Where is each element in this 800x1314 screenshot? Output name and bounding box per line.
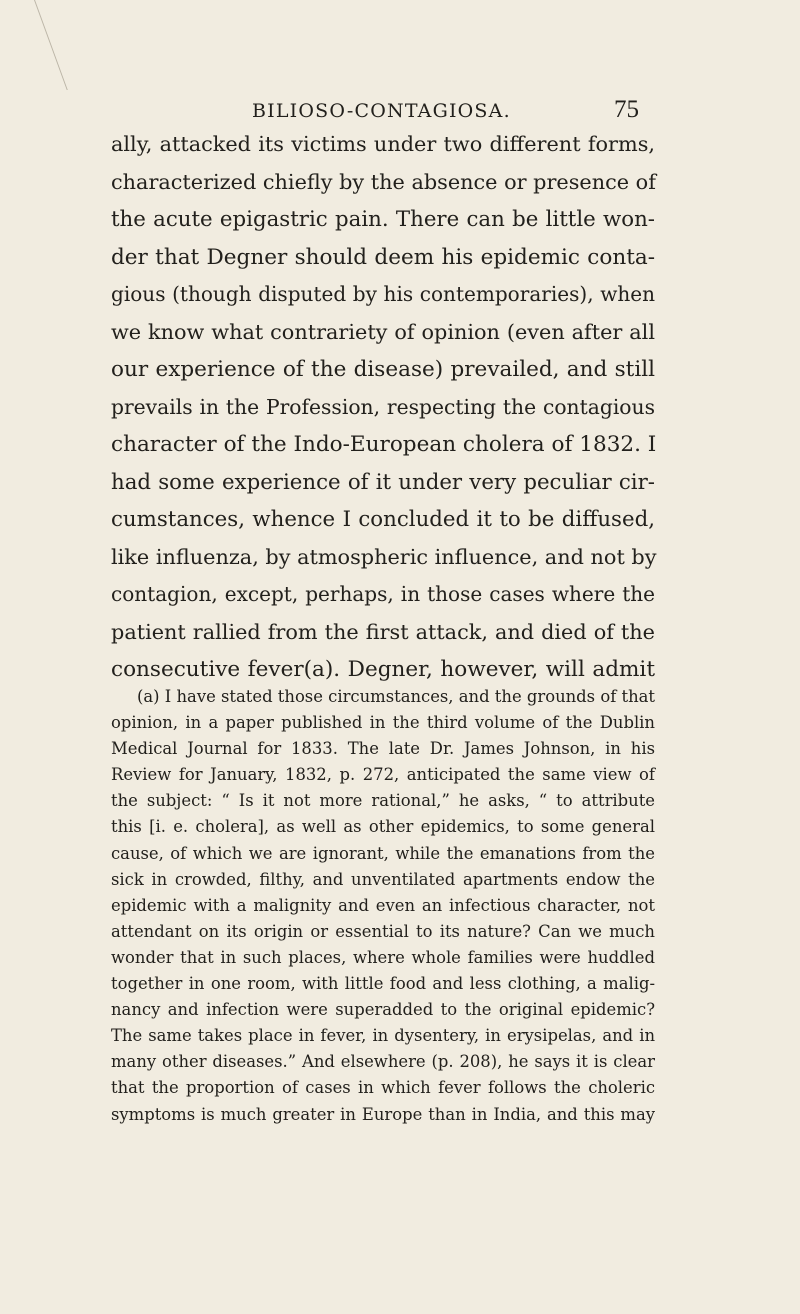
page-edge: [0, 0, 68, 90]
footnote-line: Medical Journal for 1833. The late Dr. James Johnson, in his: [111, 739, 655, 759]
body-line: cumstances, whence I concluded it to be diffused,: [111, 507, 655, 532]
running-title: BILIOSO-CONTAGIOSA.: [252, 100, 511, 122]
body-line: gious (though disputed by his contemporaries), when: [111, 282, 655, 306]
footnote-line: epidemic with a malignity and even an infectious character, not: [111, 895, 655, 915]
footnote-line: sick in crowded, filthy, and unventilated apartments endow the: [111, 869, 655, 889]
footnote-line: together in one room, with little food and less clothing, a malig-: [111, 974, 655, 994]
footnote-line: this [i. e. cholera], as well as other epidemics, to some general: [111, 817, 655, 837]
page-number: 75: [614, 96, 639, 123]
footnote-line: Review for January, 1832, p. 272, anticipated the same view of: [111, 765, 655, 785]
footnote-line: The same takes place in fever, in dysentery, in erysipelas, and in: [111, 1026, 655, 1046]
body-line: like influenza, by atmospheric influence, and not by: [111, 544, 657, 569]
footnote-line: that the proportion of cases in which fever follows the choleric: [111, 1078, 655, 1098]
body-line: character of the Indo-European cholera of 1832. I: [111, 432, 657, 457]
body-line: our experience of the disease) prevailed, and still: [111, 357, 655, 382]
body-line: had some experience of it under very peculiar cir-: [111, 469, 655, 495]
body-line: we know what contrariety of opinion (even after all: [111, 319, 655, 344]
footnote-line: nancy and infection were superadded to the original epidemic?: [111, 1000, 655, 1020]
body-line: der that Degner should deem his epidemic conta-: [111, 244, 655, 270]
footnote-line: cause, of which we are ignorant, while the emanations from the: [111, 843, 655, 863]
footnote-line: (a) I have stated those circumstances, and the grounds of that: [137, 687, 655, 706]
footnote-line: wonder that in such places, where whole families were huddled: [111, 947, 655, 967]
footnote-line: symptoms is much greater in Europe than in India, and this may: [111, 1104, 655, 1124]
footnote-line: the subject: “ Is it not more rational,” he asks, “ to attribute: [111, 791, 655, 811]
body-line: ally, attacked its victims under two different forms,: [111, 132, 655, 156]
footnote: [111, 684, 655, 1128]
body-line: characterized chiefly by the absence or presence of: [111, 169, 656, 194]
body-line: contagion, except, perhaps, in those cases where the: [111, 582, 655, 606]
footnote-line: many other diseases.” And elsewhere (p. 208), he says it is clear: [111, 1052, 655, 1072]
footnote-line: opinion, in a paper published in the third volume of the Dublin: [111, 713, 655, 733]
footnote-line: attendant on its origin or essential to its nature? Can we much: [111, 921, 655, 941]
body-line: consecutive fever(a). Degner, however, will admit: [111, 657, 655, 682]
body-line: patient rallied from the first attack, and died of the: [111, 619, 655, 644]
body-text: [111, 126, 655, 689]
body-line: the acute epigastric pain. There can be little won-: [111, 207, 655, 232]
body-line: prevails in the Profession, respecting the contagious: [111, 394, 655, 419]
